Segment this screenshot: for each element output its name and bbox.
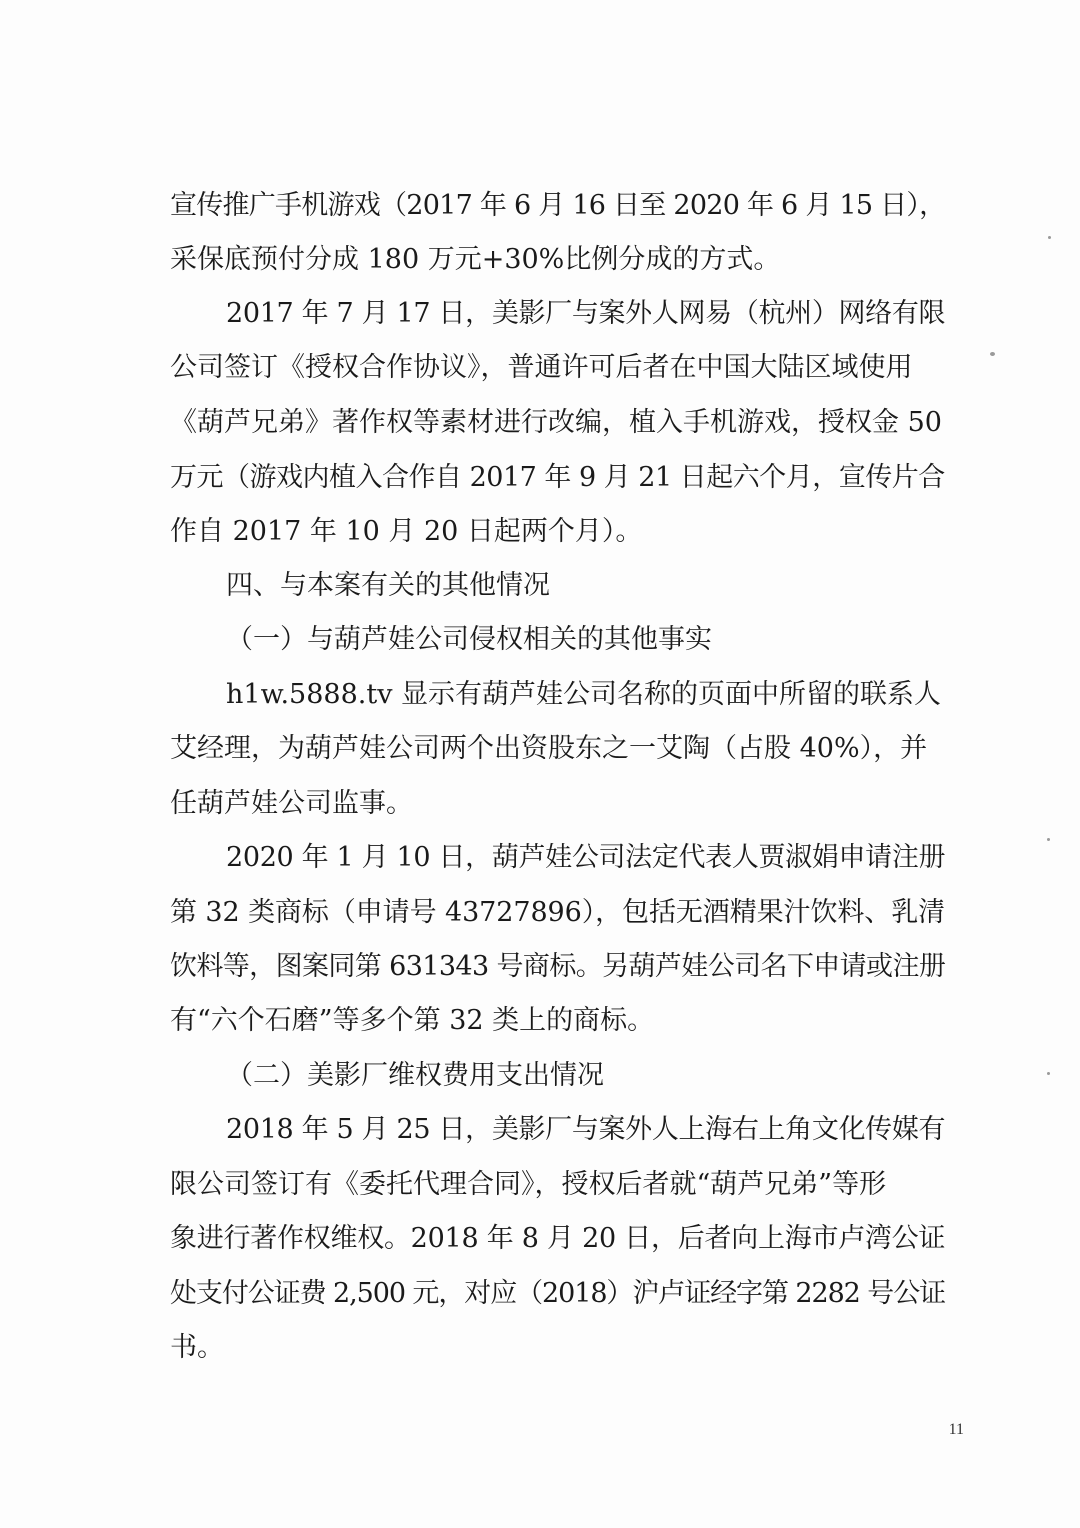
text-line-7: 作自 2017 年 10 月 20 日起两个月）。 [170, 516, 643, 547]
scan-speck [1047, 838, 1050, 841]
paragraph-start-line-13: 2020 年 1 月 10 日，葫芦娃公司法定代表人贾淑娟申请注册 [226, 842, 946, 873]
text-line-1: 宣传推广手机游戏（2017 年 6 月 16 日至 2020 年 6 月 15 日）， [170, 190, 946, 221]
text-line-12: 任葫芦娃公司监事。 [170, 788, 413, 819]
text-line-6: 万元（游戏内植入合作自 2017 年 9 月 21 日起六个月，宣传片合 [170, 462, 945, 493]
text-line-2: 采保底预付分成 180 万元+30%比例分成的方式。 [170, 244, 781, 275]
text-line-5: 《葫芦兄弟》著作权等素材进行改编，植入手机游戏，授权金 50 [170, 407, 942, 438]
page-number: 11 [948, 1421, 964, 1438]
scan-speck [1047, 1072, 1050, 1075]
scan-speck [990, 352, 995, 356]
text-line-4: 公司签订《授权合作协议》，普通许可后者在中国大陆区域使用 [170, 352, 913, 383]
paragraph-start-line-18: 2018 年 5 月 25 日，美影厂与案外人上海右上角文化传媒有 [226, 1114, 946, 1145]
text-line-19: 限公司签订有《委托代理合同》，授权后者就“葫芦兄弟”等形 [170, 1169, 887, 1200]
subsection-heading-1: （一）与葫芦娃公司侵权相关的其他事实 [226, 624, 712, 655]
text-line-21: 处支付公证费 2,500 元，对应（2018）沪卢证经字第 2282 号公证 [170, 1278, 946, 1309]
text-line-11: 艾经理，为葫芦娃公司两个出资股东之一艾陶（占股 40%），并 [170, 733, 928, 764]
text-line-15: 饮料等，图案同第 631343 号商标。另葫芦娃公司名下申请或注册 [170, 951, 946, 982]
scan-speck [1048, 236, 1051, 239]
text-line-20: 象进行著作权维权。2018 年 8 月 20 日，后者向上海市卢湾公证 [170, 1223, 946, 1254]
paragraph-start-line-10: h1w.5888.tv 显示有葫芦娃公司名称的页面中所留的联系人 [226, 679, 942, 710]
subsection-heading-2: （二）美影厂维权费用支出情况 [226, 1060, 604, 1091]
text-line-22: 书。 [170, 1332, 224, 1363]
paragraph-start-line-3: 2017 年 7 月 17 日，美影厂与案外人网易（杭州）网络有限 [226, 298, 946, 329]
text-line-16: 有“六个石磨”等多个第 32 类上的商标。 [170, 1005, 655, 1036]
section-heading-4: 四、与本案有关的其他情况 [226, 570, 550, 601]
text-line-14: 第 32 类商标（申请号 43727896），包括无酒精果汁饮料、乳清 [170, 897, 946, 928]
